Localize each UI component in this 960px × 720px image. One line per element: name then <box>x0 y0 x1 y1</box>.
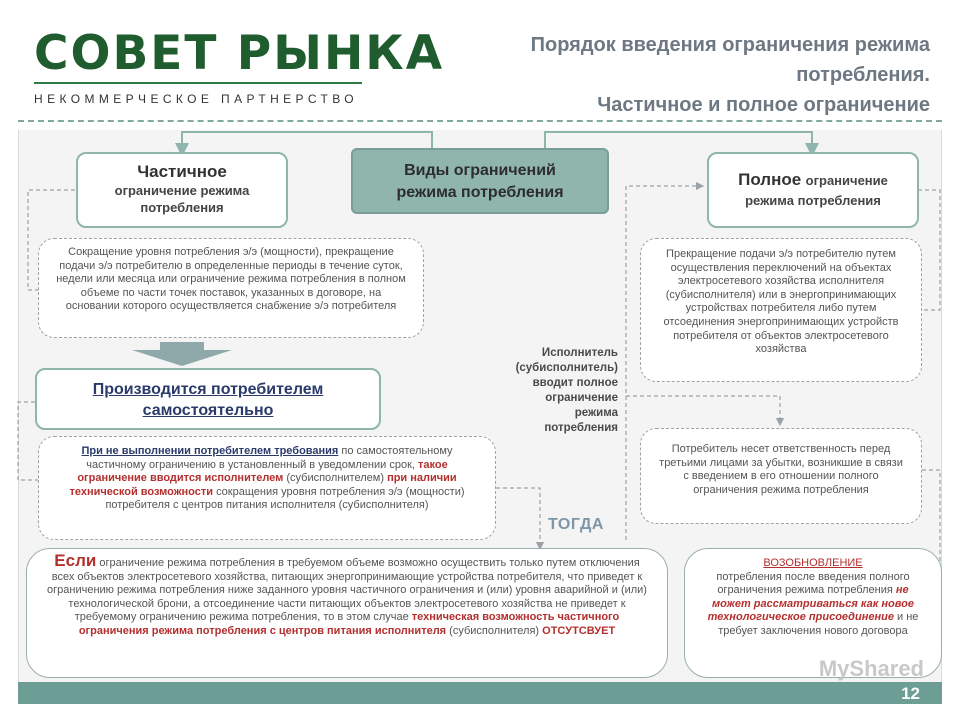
full-title <box>709 170 917 211</box>
noncompliance-text-2: (субисполнителем) <box>286 472 384 485</box>
slide-title-line-1: Порядок введения ограничения режима <box>530 34 930 56</box>
partial-description-box <box>38 238 424 338</box>
self-performed-title: Производится потребителем самостоятельно <box>92 381 324 419</box>
full-title-big: Полное <box>738 170 802 189</box>
partial-title-rest: ограничение режима потребления <box>114 183 250 215</box>
noncompliance-lead: При не выполнении потребителем требования <box>81 445 339 457</box>
restriction-types-box <box>351 148 609 214</box>
restriction-types-line-2: режима потребления <box>396 184 564 201</box>
executor-note: Исполнитель (субисполнитель) вводит полное ограничение режима потребления <box>515 347 618 434</box>
self-performed-box <box>35 368 381 430</box>
responsibility-text: Потребитель несет ответственность перед третьими лицами за убытки, возникшие в связи с введением в его отношении полного ограничения режима потребления <box>659 443 903 496</box>
footer-bar <box>18 682 942 704</box>
full-title-rest: ограничение режима потребления <box>745 173 888 208</box>
noncompliance-red-1: такое ограничение вводится исполнителем <box>77 458 448 485</box>
noncompliance-box <box>38 436 496 540</box>
noncompliance-text-3: сокращения уровня потребления э/э (мощности) потребителя с центров питания исполнителя (субисполнителя) <box>105 485 465 512</box>
partial-restriction-box <box>76 152 288 228</box>
full-description-text: Прекращение подачи э/э потребителю путем осуществления переключений на объектах электросетевого хозяйства исполнителя (субисполнителя) или в энергопринимающих устройствах потребителя либо путем отсоединения энергопринимающих устройств потребителя от объектов электросетевого хозяйства <box>663 248 899 356</box>
down-arrow-shape <box>132 342 232 366</box>
renewal-lead: ВОЗОБНОВЛЕНИЕ <box>763 557 863 569</box>
slide-title-line-3: Частичное и полное ограничение <box>597 94 930 116</box>
condition-red-2: ОТСУТСВУЕТ <box>542 624 616 637</box>
condition-red-1: техническая возможность частичного ограничения режима потребления с центров питания исполнителя <box>78 611 620 637</box>
condition-box <box>26 548 668 678</box>
renewal-text-1: потребления после введения полного ограничения режима потребления <box>716 570 910 597</box>
partial-description-text: Сокращение уровня потребления э/э (мощности), прекращение подачи э/э потребителю в определенные периоды в течение суток, недели или месяца или ограничение режима потребления в полном объеме по части точек поставок, указанных в договоре, на основании которого осуществляется снабжение э/э потребителя <box>56 246 406 313</box>
noncompliance-red-2: при наличии технической возможности <box>69 472 457 498</box>
partial-title-big: Частичное <box>137 162 227 181</box>
condition-lead: Если <box>54 551 97 570</box>
then-label: ТОГДА <box>548 516 604 533</box>
page-number: 12 <box>901 684 920 703</box>
connector-full-to-responsibility <box>626 396 780 422</box>
condition-text-2: (субисполнителя) <box>449 624 540 637</box>
full-description-box <box>640 238 922 382</box>
restriction-types-line-1: Виды ограничений <box>404 162 556 179</box>
logo-subtitle: НЕКОММЕРЧЕСКОЕ ПАРТНЕРСТВО <box>34 92 358 106</box>
responsibility-box <box>640 428 922 524</box>
condition-text-1: ограничение режима потребления в требуемом объеме возможно осуществить только путем отключения всех объектов электросетевого хозяйства, питающих энергопринимающие устройства потребителя, что приведет к ограничению режима потребления ниже заданного уровня частичного ограничения и (или) уровня аварийной и (или) технологической брони, а отсоединение части питающих объектов электросетевого хозяйства не приведет к требуемому ограничению режима потребления, то в этом случае <box>47 557 647 624</box>
logo-title: СОВЕТ РЫНКА <box>34 26 445 81</box>
renewal-text-2: и не требует заключения нового договора <box>718 611 919 637</box>
noncompliance-text-1: по самостоятельному частичному ограничению в установленный в уведомлении срок, <box>86 445 453 471</box>
full-restriction-box <box>707 152 919 228</box>
connector-fail-to-condition <box>496 488 540 546</box>
renewal-red: не может рассматриваться как новое технологическое присоединение <box>707 584 914 624</box>
slide-title-line-2: потребления. <box>796 64 930 86</box>
watermark-text: MyShared <box>818 656 924 681</box>
